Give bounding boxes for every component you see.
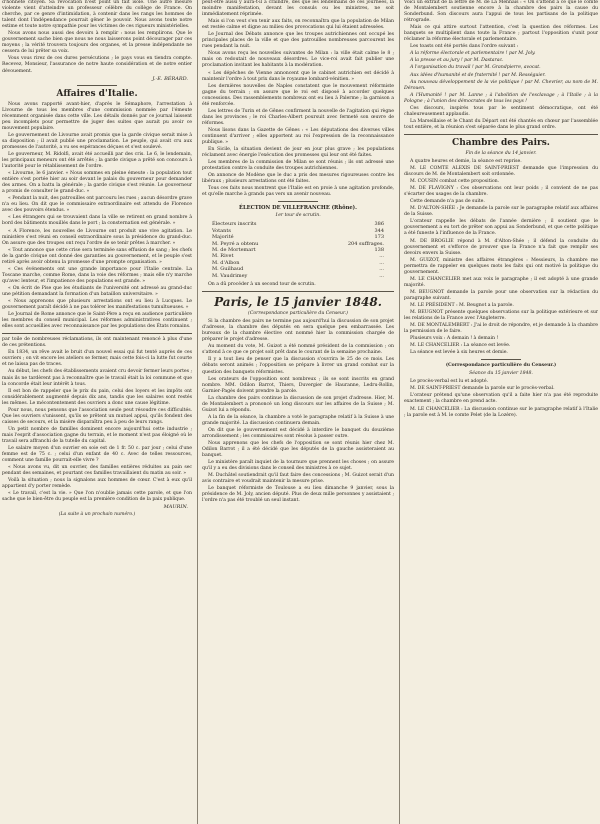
separator — [481, 359, 521, 360]
paragraph: Le salaire moyen d'un ouvrier en soie est de 1 fr. 50 c. par jour ; celui d'une femme est de 75 c. ; celui d'un enfant de 40 c. Avec de telles ressources, comment une famille pourrait-elle vivre ? — [2, 446, 192, 464]
stat-value: 173 — [374, 234, 384, 241]
candidate-name: M. Peyré a obtenu — [212, 240, 259, 247]
paragraph: M. BEUGNOT présente quelques observations sur la politique extérieure et sur les relations de la France avec l'Angleterre. — [404, 310, 598, 322]
paragraph: « Pendant la nuit, des patrouilles ont parcouru les rues ; aucun désordre grave n'a eu lieu. On dit que le commissaire extraordinaire est attendu de Florence avec des pouvoirs étendus. » — [2, 196, 192, 214]
paragraph: Les dernières nouvelles de Naples constatent que le mouvement réformiste gagne du terrain ; on assure que le roi est disposé à accorder quelques concessions. Des rassemblements nombreux ont eu lieu à Palerme ; la garnison a été renforcée. — [202, 83, 394, 107]
paragraph: peut-être aussi y aura-t-il à craindre, dès que les lendemains de ces journées, la moindre manifestation, devant les consuls ou les ministres, ne soit immédiatement réprimée. — [202, 0, 394, 18]
italy-continued — [202, 0, 394, 198]
paragraph: Nous lisons dans la Gazette de Gênes : « Les députations des diverses villes continuent d'arriver ; elles apportent au roi l'expression de la reconnaissance publique. » — [202, 127, 394, 146]
paragraph: d'honnête citoyen. Sa révocation n'est point un fait isolé. Une autre mesure violente vient d'atteindre un professeur célèbre du collège de France. On cherche, par ce genre d'intimidation, à contenir dans les rangs les hommes de talent dont l'indépendance pourrait gêner le pouvoir. Nous avons toute notre estime et toute notre sympathie pour les victimes de ces rigueurs ministérielles. — [2, 0, 192, 30]
paragraph: « Nous apprenons que plusieurs arrestations ont eu lieu à Lucques. Le gouvernement paraît décidé à ne pas tolérer les manifestations tumultueuses. » — [2, 299, 192, 311]
candidate-votes: ... — [379, 259, 384, 266]
candidate-name: M. Rivet — [212, 253, 234, 260]
paragraph: Si la chambre des pairs ne termine pas aujourd'hui la discussion de son projet d'adresse, la chambre des députés en sera quelque peu embarrassée. Les bureaux de la chambre élective ont nommé hier la commission chargée de préparer le projet d'adresse. — [202, 319, 394, 343]
italy-article — [2, 102, 192, 331]
separator — [77, 85, 117, 86]
paragraph: A quatre heures et demie, la séance est reprise. — [410, 158, 522, 164]
paragraph: Le procès-verbal est lu et adopté. — [410, 379, 489, 385]
paragraph: « A Florence, les nouvelles de Livourne ont produit une vive agitation. Le ministère s'est réuni en conseil extraordinaire sous la présidence du grand-duc. On assure que des troupes ont reçu l'ordre de se tenir prêtes à marcher. » — [2, 228, 192, 246]
paragraph: Il y a tout lieu de penser que la discussion s'ouvrira le 25 de ce mois. Les débats seront animés ; l'opposition se prépare à livrer un grand combat sur la question des banquets réformistes. — [202, 357, 394, 375]
paragraph: L'orateur rappelle les débats de l'année dernière ; il soutient que le gouvernement a eu tort de prêter son appui au Sonderbund, et que cette politique a été funeste à l'influence de la France. — [404, 219, 598, 237]
section-title-italy: Affaires d'Italie. — [56, 88, 138, 99]
toast: A l'organisation du travail ! par M. Grandpierre, avocat. — [410, 65, 541, 71]
paragraph: M. LE COMTE ALEXIS DE SAINT-PRIEST demande que l'impression du discours de M. de Montalembert soit ordonnée. — [404, 165, 598, 178]
paragraph: A la fin de la séance, la chambre a voté le paragraphe relatif à la Suisse à une grande majorité. La discussion continuera demain. — [202, 414, 394, 426]
candidate-name: M. Vaudrimey — [212, 272, 248, 279]
stat-value: 344 — [374, 227, 384, 234]
paragraph: Il est bon de rappeler que le prix du pain, celui des loyers et les impôts ont considérablement augmenté depuis dix ans, tandis que les salaires sont restés les mêmes. Le mécontentement des ouvriers a donc une cause légitime. — [2, 388, 192, 406]
candidate-votes: 204 suffrages. — [347, 240, 384, 247]
paragraph: Les toasts ont été portés dans l'ordre suivant : — [410, 44, 519, 50]
paragraph: L'orateur prétend qu'une observation qu'il a faite hier n'a pas été reproduite exactement ; la chambre en prend acte. — [404, 393, 598, 405]
paragraph: « Ces événements ont une grande importance pour l'Italie centrale. La Toscane marche, comme Rome, dans la voie des réformes ; mais elle n'y marche qu'avec lenteur, et l'impatience des populations est grande. » — [2, 266, 192, 284]
election-subtitle: 1er tour de scrutin. — [275, 213, 321, 219]
session-article — [404, 379, 598, 418]
candidate-name: M. d'Albon — [212, 259, 240, 266]
feuilleton-rule — [2, 333, 192, 334]
paragraph: Le Journal des Débats annonce que les troupes autrichiennes ont occupé les principales places de la ville et que des patrouilles nombreuses parcourent les rues pendant la nuit. — [202, 32, 394, 50]
paragraph: M. LE CHANCELIER : La séance est levée. — [410, 343, 511, 349]
toast: A la réforme électorale et parlementaire ! par M. Joly. — [410, 51, 536, 57]
paragraph: M. DE BROGLIE répond à M. d'Alton-Shée ; il défend la conduite du gouvernement et s'efforce de prouver que la France n'a fait que remplir ses devoirs envers la Suisse. — [404, 238, 598, 256]
paragraph: M. COUSIN combat cette proposition. — [410, 179, 500, 185]
dateline-sub: (Correspondance particulière du Censeur.) — [248, 311, 348, 317]
paragraph: Mais ce qui attire surtout l'attention, c'est la question des réformes. Les banquets se multiplient dans toute la France ; partout l'opposition s'unit pour réclamer la réforme électorale et parlementaire. — [404, 25, 598, 43]
paragraph: « Le travail, c'est la vie. » Que l'on n'oublie jamais cette parole, et que l'on sache que le bien-être du peuple est la première condition de la paix publique. — [2, 491, 192, 503]
paragraph: Voici un extrait de la lettre de M. de La Mennais : « On s'attend à ce que le comte de Montalembert soutienne encore à la chambre des pairs la cause du Sonderbund. Son discours aura l'appui de tous les partisans de la politique rétrograde. — [404, 0, 598, 24]
feuilleton — [2, 337, 192, 517]
paragraph: « Les étrangers qui se trouvaient dans la ville se retirent en grand nombre à bord des bâtiments mouillés dans le port ; la consternation est générale. » — [2, 215, 192, 227]
paragraph: par toile de nombreuses réclamations, ils ont maintenant renoncé à plus d'une de ces prétentions. — [2, 337, 192, 349]
column-1 — [2, 0, 192, 824]
paragraph: La Marseillaise et le Chant du Départ ont été chantés en chœur par l'assemblée tout entière, et la réunion s'est séparée dans le plus grand ordre. — [404, 118, 598, 130]
column-divider — [399, 0, 400, 824]
paragraph: Mais si l'on veut s'en tenir aux faits, on reconnaîtra que la population de Milan est restée calme et digne au milieu des provocations qui lui étaient adressées. — [202, 19, 394, 31]
paragraph: On dit que le gouvernement est décidé à interdire le banquet du douzième arrondissement ; les commissaires sont résolus à passer outre. — [202, 427, 394, 439]
stat-label: Votants — [212, 227, 231, 234]
candidate-name: M. de Mortemart — [212, 247, 256, 254]
feuilleton-signature: MAURIN. — [163, 504, 188, 511]
paragraph: « On écrit de Pise que les étudiants de l'université ont adressé au grand-duc une pétition demandant la formation d'un bataillon universitaire. » — [2, 285, 192, 297]
chamber-article — [404, 159, 598, 356]
paragraph: Le ministère paraît inquiet de la tournure que prennent les choses ; on assure qu'il y a eu des divisions dans le conseil des ministres à ce sujet. — [202, 460, 394, 472]
toast: A la presse et au jury ! par M. Dastarac. — [410, 58, 504, 64]
paragraph: Voilà la situation ; nous la signalons aux hommes de cœur. C'est à eux qu'il appartient d'y porter remède. — [2, 478, 192, 490]
column-3 — [404, 0, 598, 824]
paragraph: M. LE CHANCELIER met aux voix le paragraphe ; il est adopté à une grande majorité. — [404, 276, 598, 288]
paragraph: Cette demande n'a pas de suite. — [410, 199, 485, 205]
candidate-votes: ... — [379, 266, 384, 273]
paragraph: M. D'ALTON-SHÉE : Je demande la parole sur le paragraphe relatif aux affaires de la Suisse. — [404, 206, 598, 218]
candidate-votes: ... — [379, 272, 384, 279]
paragraph: Pour nous, nous pensons que l'association seule peut résoudre ces difficultés. Que les ouvriers s'unissent, qu'ils se prêtent un mutuel appui, qu'ils fondent des caisses de secours, et la misère disparaîtra peu à peu de leurs rangs. — [2, 407, 192, 425]
separator — [278, 201, 318, 202]
paragraph: Le gouvernement de Livourne avait promis que la garde civique serait mise à sa disposition ; il avait publié une proclamation. Le peuple, qui avait cru aux promesses de l'autorité, a vu ses espérances déçues et s'est soulevé. — [2, 132, 192, 150]
stat-label: Majorité — [212, 234, 234, 241]
candidate-votes: ... — [379, 253, 384, 260]
election-stats — [212, 221, 384, 279]
paragraph: Au début, les chefs des établissements avaient cru devoir fermer leurs portes ; mais ils ne tardèrent pas à reconnaître que le travail était la loi commune et que la concorde était leur intérêt à tous. — [2, 369, 192, 387]
toast: Au nouveau développement de la vie politique ! par M. Chevrier, au nom de M. Dérouen. — [404, 79, 598, 91]
paragraph: M. DE MONTALEMBERT : J'ai le droit de répondre, et je demande à la chambre la permission de le faire. — [404, 323, 598, 335]
corr-subtitle: Séance du 15 janvier 1848. — [469, 371, 533, 377]
result-row — [212, 273, 384, 279]
feuilleton-footer: (La suite à un prochain numéro.) — [58, 512, 136, 518]
column-2 — [202, 0, 394, 824]
paragraph: « Nous avons vu, dit un ouvrier, des familles entières réduites au pain sec pendant des semaines, et pourtant ces familles travaillaient du matin au soir. » — [2, 465, 192, 477]
paris-article — [202, 319, 394, 504]
paragraph: Vous vous rirez de ces dures persécutions ; le pays vous en tiendra compte. Recevez, Monsieur, l'assurance de notre haute considération et de notre entier dévouement. — [2, 56, 192, 74]
paragraph: Nous avons rapporté avant-hier, d'après le Sémaphore, l'arrestation à Livourne de tous les membres d'une commission nommée par l'émeute récemment organisée dans cette ville. Les détails donnés par ce journal laissent peu incomplets pour permettre de juger des suites que aurait pu avoir ce mouvement populaire. — [2, 101, 192, 131]
paragraph: « Les dépêches de Vienne annoncent que le cabinet autrichien est décidé à maintenir l'ordre à tout prix dans le royaume lombard-vénitien. » — [202, 70, 394, 82]
paragraph: Ces discours, inspirés tous par le sentiment démocratique, ont été chaleureusement applaudis. — [404, 105, 598, 117]
chamber-title: Chambre des Pairs. — [452, 137, 550, 148]
signature: J.-E. BÉRARD. — [152, 75, 188, 82]
election-note: On a dû procéder à un second tour de scrutin. — [208, 282, 316, 288]
chamber-subtitle: Fin de la séance du 14 janvier. — [465, 150, 537, 156]
paragraph: Le banquet réformiste de Toulouse a eu lieu dimanche 9 janvier, sous la présidence de M. Joly, ancien député. Plus de deux mille personnes y assistaient ; l'ordre n'a pas été troublé un seul instant. — [202, 486, 394, 504]
paragraph: La séance est levée à six heures et demie. — [410, 350, 508, 356]
paragraph: Un petit nombre de familles dominent encore aujourd'hui cette industrie ; mais l'esprit d'association gagne du terrain, et le moment n'est pas éloigné où le travail sera affranchi de la tutelle du capital. — [2, 426, 192, 444]
toast: A l'Humanité ! par M. Lanne ; à l'abolition de l'esclavage ; à l'Italie ; à la Pologne ; à l'union des démocrates de tous les pays ! — [404, 92, 598, 104]
paragraph: M. DE SAINT-PRIEST demande la parole sur le procès-verbal. — [410, 386, 555, 392]
paragraph: « Tout annonce que cette crise sera terminée sans effusion de sang ; les chefs de la garde civique ont donné des garanties au gouvernement, et le peuple s'est retiré après avoir obtenu la promesse d'une prompte organisation. » — [2, 247, 192, 265]
paragraph: On annonce de Modène que le duc a pris des mesures rigoureuses contre les libéraux ; plusieurs arrestations ont été faites. — [202, 173, 394, 185]
paragraph: Tous ces faits nous montrent que l'Italie est en proie à une agitation profonde, et qu'elle marche à grands pas vers un avenir nouveau. — [202, 186, 394, 198]
candidate-votes: 138 — [374, 247, 384, 254]
separator — [202, 291, 394, 292]
dateline: Paris, le 15 janvier 1848. — [214, 295, 382, 310]
paragraph: Plusieurs voix : A demain ! à demain ! — [410, 336, 499, 342]
paragraph: « Livourne, le 6 janvier. « Nous sommes en pleine émeute : la population tout entière s'est portée hier au soir devant le palais du gouverneur pour demander des armes. On a battu la générale ; la garde civique s'est réunie. Le gouverneur a promis de consulter le grand-duc. » — [2, 171, 192, 195]
election-title: ÉLECTION DE VILLEFRANCHE (Rhône). — [239, 205, 357, 212]
banquet-article — [404, 0, 598, 131]
paragraph: Nous avons nous aussi des devoirs à remplir : nous les remplirons. Que le gouvernement sache bien que nous ne nous laisserons point décourager par ces moyens ; la vérité trouvera toujours des organes, et la presse indépendante ne cessera de lui prêter sa voix. — [2, 31, 192, 55]
paragraph: En Sicile, la situation devient de jour en jour plus grave ; les populations réclament avec énergie l'exécution des promesses qui leur ont été faites. — [202, 147, 394, 159]
paragraph: Nous avons reçu les nouvelles suivantes de Milan : la ville était calme le 8 ; mais on redoutait de nouveaux désordres. Le vice-roi avait fait publier une proclamation invitant les habitants à la modération. — [202, 51, 394, 69]
paragraph: M. LE CHANCELIER : La discussion continue sur le paragraphe relatif à l'Italie ; la parole est à M. le comte Pelet (de la Lozère). — [404, 406, 598, 418]
candidate-name: M. Guilhaud — [212, 266, 244, 273]
column-divider — [197, 0, 198, 824]
paragraph: Le gouverneur, M. Ridolfi, avait été accueilli par des cris. Le 6, le lendemain, les principaux meneurs ont été arrêtés ; la garde civique a prêté son concours à l'autorité pour le rétablissement de l'ordre. — [2, 151, 192, 170]
paragraph: En 1834, un rêve avait le bruit d'un nouvel essai qui fut tenté auprès de ces ouvriers ; on vit encore les ateliers se fermer, mais cette fois-ci la lutte fut courte et ne laissa pas de traces. — [2, 350, 192, 368]
paragraph: M. Duchâtel soutiendrait qu'il faut faire des concessions ; M. Guizot serait d'un avis contraire et voudrait maintenir la mesure prise. — [202, 473, 394, 485]
toast: Aux idées d'humanité et de fraternité ! par M. Rességuier. — [410, 72, 546, 78]
separator — [404, 134, 598, 135]
paragraph: La chambre des pairs continue la discussion de son projet d'adresse. Hier, M. de Montalembert a prononcé un long discours sur les affaires de la Suisse ; M. Guizot lui a répondu. — [202, 395, 394, 413]
paragraph: Au moment du vote, M. Guizot a été nommé président de la commission ; on s'attend à ce que ce projet soit prêt dans le courant de la semaine prochaine. — [202, 344, 394, 356]
paragraph: Les membres de la commission de Milan se sont réunis ; ils ont adressé une protestation contre la conduite des troupes autrichiennes. — [202, 160, 394, 172]
stat-label: Électeurs inscrits — [212, 221, 257, 228]
intro-article — [2, 0, 192, 82]
paragraph: M. DE FLAVIGNY : Ces observations ont leur poids ; il convient de ne pas s'écarter des usages de la chambre. — [404, 186, 598, 198]
paragraph: M. LE PRÉSIDENT : M. Beugnot a la parole. — [410, 302, 514, 308]
paragraph: Nous apprenons que les chefs de l'opposition se sont réunis hier chez M. Odilon Barrot ; il a été décidé que les députés de la gauche assisteraient au banquet. — [202, 441, 394, 459]
corr-title: (Correspondance particulière du Censeur.) — [445, 363, 557, 369]
paragraph: M. BEUGNOT demande la parole pour une observation sur la rédaction du paragraphe suivant. — [404, 289, 598, 301]
paragraph: Le Journal de Rome annonce que le Saint-Père a reçu en audience particulière les membres du conseil municipal. Les réformes administratives continuent ; elles sont accueillies avec reconnaissance par les populations des États romains. — [2, 312, 192, 330]
paragraph: Les lettres de Turin et de Gênes confirment la nouvelle de l'agitation qui règne dans les provinces ; le roi Charles-Albert poursuit avec fermeté son œuvre de réformes. — [202, 108, 394, 126]
paragraph: M. GUIZOT, ministre des affaires étrangères : Messieurs, la chambre me permettra de rappeler en quelques mots les faits qui ont motivé la politique du gouvernement. — [404, 257, 598, 275]
stat-value: 386 — [374, 221, 384, 228]
paragraph: Les orateurs de l'opposition sont nombreux ; ils se sont inscrits en grand nombre. MM. Odilon Barrot, Thiers, Duvergier de Hauranne, Ledru-Rollin, Garnier-Pagès doivent prendre la parole. — [202, 376, 394, 394]
